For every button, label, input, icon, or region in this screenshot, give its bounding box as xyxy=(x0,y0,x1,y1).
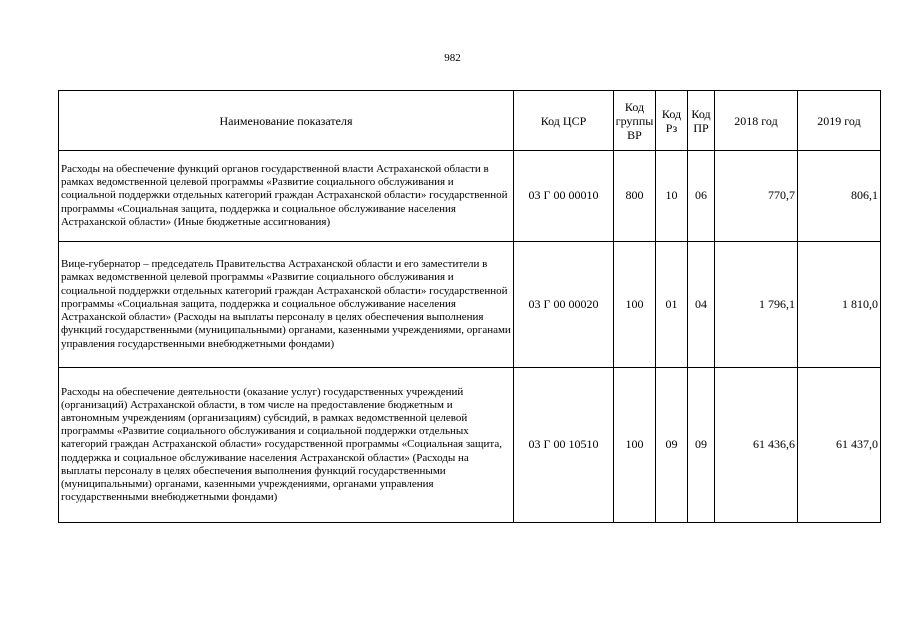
row-amount-2018: 1 796,1 xyxy=(715,242,798,368)
table-header-row xyxy=(59,91,881,151)
row-amount-2019: 1 810,0 xyxy=(798,242,881,368)
table-row xyxy=(59,151,881,242)
row-amount-2019: 806,1 xyxy=(798,151,881,242)
page-number: 982 xyxy=(444,52,461,64)
header-vr-group-code: Код группы ВР xyxy=(614,91,656,151)
row-rz-code: 10 xyxy=(656,151,688,242)
row-csr-code: 03 Г 00 00010 xyxy=(514,151,614,242)
row-name: Вице-губернатор – председатель Правительства Астраханской области и его заместители в рамках ведомственной целевой программы «Развитие социального обслуживания и социальной поддержки отдельных категорий граждан Астраханской области» государственной программы «Социальная защита, поддержка и социальное обслуживание населения Астраханской области» (Расходы на выплаты персоналу в целях обеспечения выполнения функций государственными (муниципальными) органами, казенными учреждениями, органами управления государственными внебюджетными фондами) xyxy=(59,242,514,368)
row-rz-code: 01 xyxy=(656,242,688,368)
header-rz-code: Код Рз xyxy=(656,91,688,151)
row-name: Расходы на обеспечение деятельности (оказание услуг) государственных учреждений (организаций) Астраханской области, в том числе на предоставление бюджетным и автономным учреждениям (организациям) субсидий, в рамках ведомственной целевой программы «Развитие социального обслуживания и социальной поддержки отдельных категорий граждан Астраханской области» государственной программы «Социальная защита, поддержка и социальное обслуживание населения Астраханской области» (Расходы на выплаты персоналу в целях обеспечения выполнения функций государственными (муниципальными) органами, казенными учреждениями, органами управления государственными внебюджетными фондами) xyxy=(59,368,514,523)
table-row xyxy=(59,242,881,368)
row-vr-group-code: 800 xyxy=(614,151,656,242)
header-pr-code: Код ПР xyxy=(688,91,715,151)
row-pr-code: 09 xyxy=(688,368,715,523)
budget-table xyxy=(58,90,881,523)
row-vr-group-code: 100 xyxy=(614,368,656,523)
row-vr-group-code: 100 xyxy=(614,242,656,368)
row-pr-code: 04 xyxy=(688,242,715,368)
header-year-2018: 2018 год xyxy=(715,91,798,151)
row-rz-code: 09 xyxy=(656,368,688,523)
header-year-2019: 2019 год xyxy=(798,91,881,151)
row-csr-code: 03 Г 00 10510 xyxy=(514,368,614,523)
row-csr-code: 03 Г 00 00020 xyxy=(514,242,614,368)
header-csr-code: Код ЦСР xyxy=(514,91,614,151)
table-row xyxy=(59,368,881,523)
row-amount-2018: 770,7 xyxy=(715,151,798,242)
row-pr-code: 06 xyxy=(688,151,715,242)
row-amount-2018: 61 436,6 xyxy=(715,368,798,523)
header-name: Наименование показателя xyxy=(59,91,514,151)
row-amount-2019: 61 437,0 xyxy=(798,368,881,523)
row-name: Расходы на обеспечение функций органов государственной власти Астраханской области в рамках ведомственной целевой программы «Развитие социального обслуживания и социальной поддержки отдельных категорий граждан Астраханской области» государственной программы «Социальная защита, поддержка и социальное обслуживание населения Астраханской области» (Иные бюджетные ассигнования) xyxy=(59,151,514,242)
